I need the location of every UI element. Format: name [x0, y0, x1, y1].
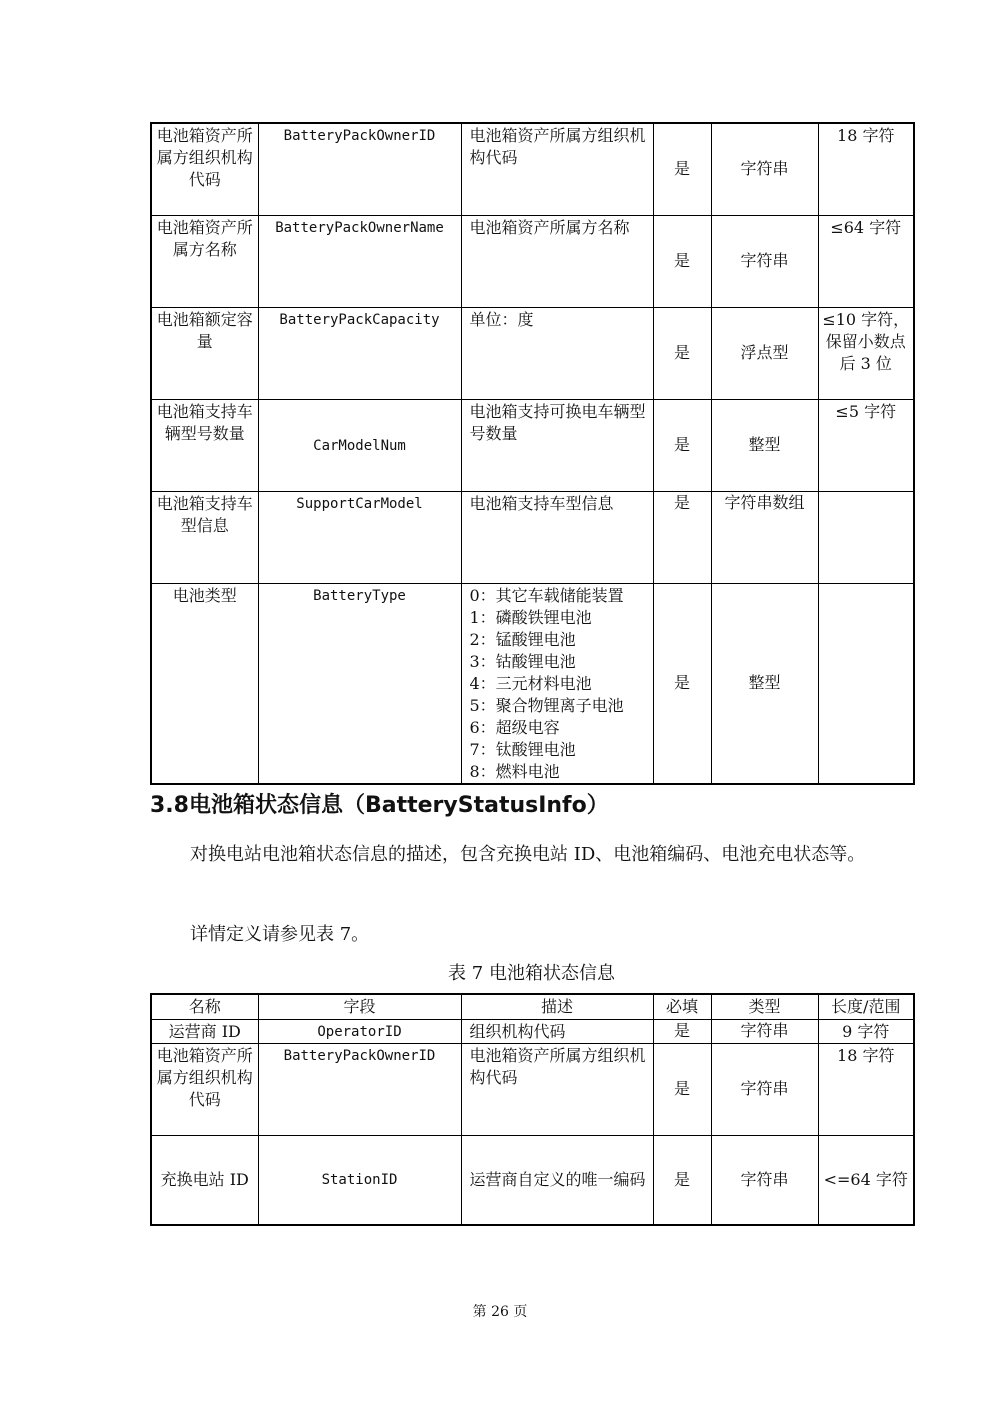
- battery-status-info-table: [150, 993, 915, 1226]
- cell-type: 整型: [711, 583, 818, 784]
- cell-desc: 运营商自定义的唯一编码: [461, 1135, 653, 1225]
- cell-desc-list: [461, 583, 653, 784]
- cell-length: <=64 字符: [818, 1135, 914, 1225]
- cell-length: 18 字符: [818, 1043, 914, 1135]
- desc-line: 8：燃料电池: [469, 761, 560, 781]
- table-header-row: [151, 994, 914, 1019]
- cell-type: 字符串: [711, 1019, 818, 1043]
- table-row: [151, 491, 914, 583]
- page-number: 第 26 页: [472, 1304, 528, 1320]
- cell-name: 运营商 ID: [151, 1019, 258, 1043]
- cell-name: 电池箱支持车型信息: [151, 491, 258, 583]
- table-row: [151, 307, 914, 399]
- cell-desc: 电池箱资产所属方名称: [461, 215, 653, 307]
- section-paragraph: [150, 835, 913, 875]
- cell-required: 是: [653, 215, 711, 307]
- cell-length: ≤5 字符: [818, 399, 914, 491]
- cell-type: 浮点型: [711, 307, 818, 399]
- cell-required: 是: [653, 1043, 711, 1135]
- cell-type: 字符串: [711, 1043, 818, 1135]
- cell-field: BatteryPackCapacity: [258, 307, 461, 399]
- cell-required: 是: [653, 1019, 711, 1043]
- table-row: [151, 215, 914, 307]
- header-field: 字段: [258, 994, 461, 1019]
- desc-line: 3：钴酸锂电池: [469, 651, 576, 671]
- cell-desc: 组织机构代码: [461, 1019, 653, 1043]
- table-row: [151, 1019, 914, 1043]
- cell-field: BatteryPackOwnerName: [258, 215, 461, 307]
- cell-desc: 电池箱资产所属方组织机构代码: [461, 123, 653, 215]
- header-required: 必填: [653, 994, 711, 1019]
- cell-field: BatteryPackOwnerID: [258, 123, 461, 215]
- header-desc: 描述: [461, 994, 653, 1019]
- cell-required: 是: [653, 307, 711, 399]
- cell-field: BatteryType: [258, 583, 461, 784]
- section-heading: 3.8电池箱状态信息（BatteryStatusInfo）: [150, 793, 609, 818]
- paragraph-text: 详情定义请参见表 7。: [190, 924, 370, 945]
- desc-line: 6：超级电容: [469, 717, 560, 737]
- reference-paragraph: [150, 915, 913, 955]
- cell-length: 18 字符: [818, 123, 914, 215]
- desc-line: 4：三元材料电池: [469, 673, 592, 693]
- cell-type: 字符串: [711, 215, 818, 307]
- cell-name: 充换电站 ID: [151, 1135, 258, 1225]
- cell-field: CarModelNum: [258, 399, 461, 491]
- table-row: [151, 399, 914, 491]
- header-name: 名称: [151, 994, 258, 1019]
- cell-length: 9 字符: [818, 1019, 914, 1043]
- cell-length: [818, 491, 914, 583]
- table-caption: 表 7 电池箱状态信息: [448, 963, 615, 984]
- cell-length: ≤10 字符，保留小数点后 3 位: [818, 307, 914, 399]
- cell-required: 是: [653, 491, 711, 583]
- desc-line: 0：其它车载储能装置: [469, 585, 624, 605]
- cell-field: OperatorID: [258, 1019, 461, 1043]
- cell-type: 字符串数组: [711, 491, 818, 583]
- cell-type: 字符串: [711, 123, 818, 215]
- cell-name: 电池类型: [151, 583, 258, 784]
- cell-name: 电池箱资产所属方名称: [151, 215, 258, 307]
- cell-length: [818, 583, 914, 784]
- cell-name: 电池箱资产所属方组织机构代码: [151, 123, 258, 215]
- cell-desc: 单位：度: [461, 307, 653, 399]
- table-row: [151, 1135, 914, 1225]
- cell-type: 整型: [711, 399, 818, 491]
- cell-required: 是: [653, 123, 711, 215]
- header-length: 长度/范围: [818, 994, 914, 1019]
- cell-name: 电池箱额定容量: [151, 307, 258, 399]
- table-row: [151, 123, 914, 215]
- cell-required: 是: [653, 583, 711, 784]
- desc-line: 5：聚合物锂离子电池: [469, 695, 624, 715]
- desc-line: 7：钛酸锂电池: [469, 739, 576, 759]
- desc-line: 1：磷酸铁锂电池: [469, 607, 592, 627]
- header-type: 类型: [711, 994, 818, 1019]
- cell-length: ≤64 字符: [818, 215, 914, 307]
- cell-type: 字符串: [711, 1135, 818, 1225]
- cell-desc: 电池箱支持车型信息: [461, 491, 653, 583]
- cell-required: 是: [653, 1135, 711, 1225]
- cell-name: 电池箱资产所属方组织机构代码: [151, 1043, 258, 1135]
- cell-desc: 电池箱资产所属方组织机构代码: [461, 1043, 653, 1135]
- cell-desc: 电池箱支持可换电车辆型号数量: [461, 399, 653, 491]
- cell-field: StationID: [258, 1135, 461, 1225]
- table-row: [151, 1043, 914, 1135]
- desc-line: 2：锰酸锂电池: [469, 629, 576, 649]
- paragraph-text: 对换电站电池箱状态信息的描述，包含充换电站 ID、电池箱编码、电池充电状态等。: [190, 844, 866, 865]
- battery-pack-info-table-continued: [150, 122, 915, 785]
- table-row: [151, 583, 914, 784]
- cell-field: BatteryPackOwnerID: [258, 1043, 461, 1135]
- cell-field: SupportCarModel: [258, 491, 461, 583]
- cell-name: 电池箱支持车辆型号数量: [151, 399, 258, 491]
- cell-required: 是: [653, 399, 711, 491]
